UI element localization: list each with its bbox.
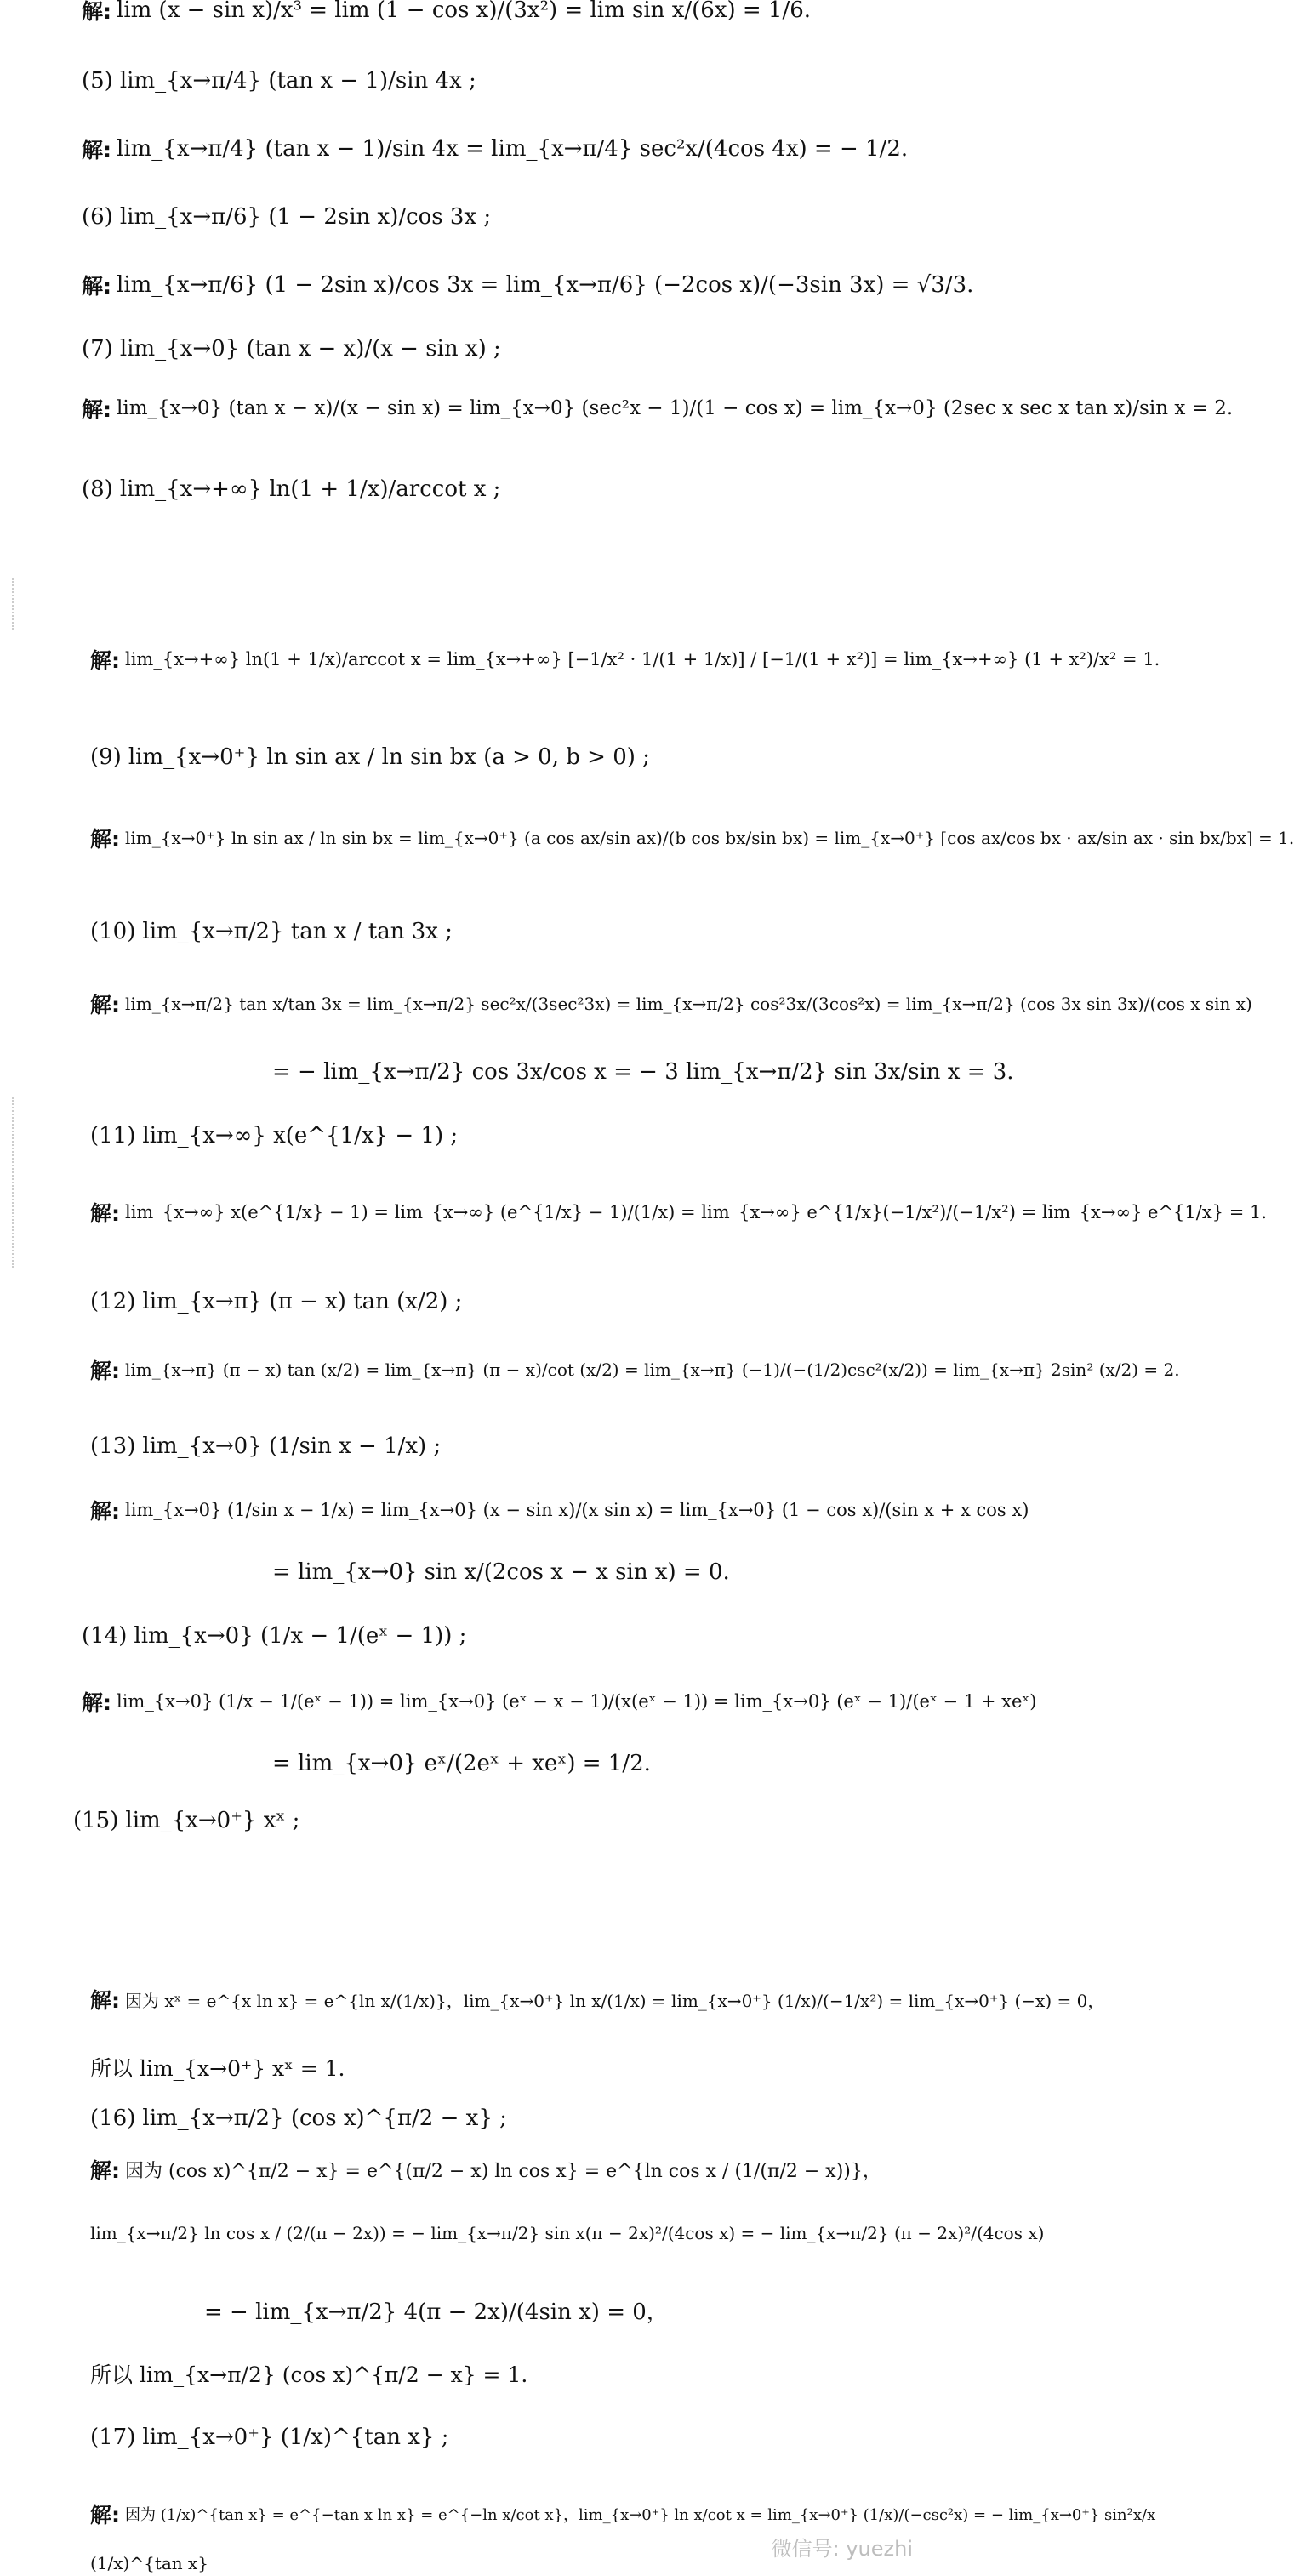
conclusion-text: 所以 lim_{x→π/2} (cos x)^{π/2 − x} = 1.: [90, 2362, 528, 2387]
problem-9-solution: [0, 791, 1294, 885]
problem-15-conclusion: [0, 2046, 1008, 2089]
problem-14: [0, 1608, 1000, 1663]
solution-text: = lim_{x→0} eˣ/(2eˣ + xeˣ) = 1/2.: [272, 1750, 651, 1776]
problem-15-solution: [0, 1957, 1105, 2042]
problem-text: lim_{x→π/6} (1 − 2sin x)/cos 3x ;: [119, 204, 492, 230]
problem-15: [0, 1795, 991, 1846]
problem-17: [0, 2408, 1008, 2467]
problem-5: [0, 51, 1000, 111]
solution-text: lim_{x→0⁺} ln sin ax / ln sin bx = lim_{x→0⁺} (a cos ax/sin ax)/(b cos bx/sin bx) = lim_{x→0⁺} [cos ax/cos bx · ax/sin ax · sin bx/bx] = 1.: [125, 828, 1294, 848]
problem-16: [0, 2093, 1008, 2144]
problem-10: [0, 902, 1008, 961]
solution-label: 解:: [90, 2158, 120, 2183]
solution-label: 解:: [90, 827, 120, 852]
problem-13: [0, 1421, 1008, 1472]
problem-number: (7): [82, 336, 113, 362]
problem-text: lim_{x→π/4} (tan x − 1)/sin 4x ;: [119, 68, 476, 94]
solution-label: 解:: [82, 397, 111, 422]
problem-text: lim_{x→∞} x(e^{1/x} − 1) ;: [142, 1123, 459, 1148]
problem-6-solution: [0, 255, 1000, 315]
problem-number: (16): [90, 2106, 136, 2131]
solution-label: 解:: [82, 138, 111, 162]
solution-text: lim_{x→0} (tan x − x)/(x − sin x) = lim_{x→0} (sec²x − 1)/(1 − cos x) = lim_{x→0} (2sec x sec x tan x)/sin x = 2.: [117, 397, 1234, 419]
solution-text: lim_{x→∞} x(e^{1/x} − 1) = lim_{x→∞} (e^{1/x} − 1)/(1/x) = lim_{x→∞} e^{1/x}(−1/x²)/(−1/x²) = lim_{x→∞} e^{1/x} = 1.: [125, 1202, 1268, 1222]
solution-label: 解:: [90, 993, 120, 1017]
problem-5-solution: [0, 119, 1000, 179]
solution-text: lim_{x→0} (1/sin x − 1/x) = lim_{x→0} (x − sin x)/(x sin x) = lim_{x→0} (1 − cos x)/(sin x + x cos x): [125, 1500, 1029, 1520]
problem-text: lim_{x→0⁺} xˣ ;: [125, 1808, 300, 1833]
problem-number: (8): [82, 476, 113, 502]
problem-text: lim_{x→π/2} tan x / tan 3x ;: [142, 919, 453, 944]
problem-number: (9): [90, 744, 122, 770]
problem-text: lim_{x→+∞} ln(1 + 1/x)/arccot x ;: [119, 476, 501, 502]
problem-number: (11): [90, 1123, 136, 1148]
solution-text: 因为 (1/x)^{tan x} = e^{−tan x ln x} = e^{−ln x/cot x}，lim_{x→0⁺} ln x/cot x = lim_{x→0⁺} (1/x)/(−csc²x) = − lim_{x→0⁺} sin²x/x: [125, 2506, 1156, 2524]
solution-label: 解:: [82, 1690, 111, 1715]
problem-14-solution-cont: [0, 1735, 1190, 1791]
solution-label: 解:: [82, 0, 111, 24]
problem-16-solution-cont: [0, 2195, 1045, 2271]
problem-16-conclusion: [0, 2348, 1008, 2399]
problem-text: lim_{x→0} (1/x − 1/(eˣ − 1)) ;: [134, 1622, 467, 1649]
problem-number: (5): [82, 68, 113, 94]
problem-8-solution: [0, 613, 1160, 706]
problem-text: lim_{x→0⁺} ln sin ax / ln sin bx (a > 0, b > 0) ;: [128, 744, 650, 770]
solution-text: 因为 xˣ = e^{x ln x} = e^{ln x/(1/x)}，lim_{x→0⁺} ln x/(1/x) = lim_{x→0⁺} (1/x)/(−1/x²) = lim_{x→0⁺} (−x) = 0，: [125, 1990, 1105, 2011]
problem-number: (10): [90, 919, 136, 944]
solution-label: 解:: [90, 1201, 120, 1226]
problem-4-solution: [0, 0, 1000, 27]
solution-label: 解:: [90, 2503, 120, 2528]
solution-text: = − lim_{x→π/2} 4(π − 2x)/(4sin x) = 0，: [204, 2299, 669, 2325]
problem-13-solution-cont: [0, 1544, 1190, 1599]
problem-text: lim_{x→0⁺} (1/x)^{tan x} ;: [142, 2425, 449, 2450]
solution-text: lim (x − sin x)/x³ = lim (1 − cos x)/(3x²) = lim sin x/(6x) = 1/6.: [117, 0, 812, 23]
problem-9: [0, 732, 1008, 783]
problem-11: [0, 1114, 1008, 1157]
solution-label: 解:: [90, 648, 120, 673]
problem-text: lim_{x→π} (π − x) tan (x/2) ;: [142, 1289, 463, 1314]
solution-label: 解:: [90, 1359, 120, 1383]
problem-number: (12): [90, 1289, 136, 1314]
wechat-watermark: 微信号: yuezhi: [771, 2537, 913, 2561]
problem-8: [0, 451, 1000, 527]
solution-text: = − lim_{x→π/2} cos 3x/cos x = − 3 lim_{x→π/2} sin 3x/sin x = 3.: [272, 1059, 1014, 1085]
conclusion-text: 所以 lim_{x→0⁺} xˣ = 1.: [90, 2056, 345, 2081]
problem-16-solution-cont2: [0, 2276, 1122, 2344]
problem-14-solution: [0, 1672, 1037, 1731]
solution-label: 解:: [90, 1988, 120, 2013]
solution-text: lim_{x→π/4} (tan x − 1)/sin 4x = lim_{x→π/4} sec²x/(4cos 4x) = − 1/2.: [117, 136, 909, 162]
problem-text: lim_{x→0} (1/sin x − 1/x) ;: [142, 1433, 442, 1459]
solution-text: (1/x)^{tan x}: [90, 2553, 209, 2573]
problem-text: lim_{x→π/2} (cos x)^{π/2 − x} ;: [142, 2106, 507, 2131]
problem-10-solution: [0, 974, 1252, 1034]
solution-text: lim_{x→π/2} ln cos x / (2/(π − 2x)) = − lim_{x→π/2} sin x(π − 2x)²/(4cos x) = − lim_{x→π/2} (π − 2x)²/(4cos x): [90, 2223, 1045, 2243]
problem-10-solution-cont: [0, 1042, 1190, 1102]
problem-13-solution: [0, 1480, 1029, 1540]
problem-12: [0, 1276, 1008, 1327]
problem-number: (14): [82, 1622, 128, 1649]
problem-number: (17): [90, 2425, 136, 2450]
problem-7-solution: [0, 383, 1234, 434]
solution-text: 因为 (cos x)^{π/2 − x} = e^{(π/2 − x) ln cos x} = e^{ln cos x / (1/(π/2 − x))}，: [125, 2160, 881, 2182]
solution-text: lim_{x→π/6} (1 − 2sin x)/cos 3x = lim_{x→π/6} (−2cos x)/(−3sin 3x) = √3/3.: [117, 272, 974, 298]
solution-text: lim_{x→+∞} ln(1 + 1/x)/arccot x = lim_{x→+∞} [−1/x² · 1/(1 + 1/x)] / [−1/(1 + x²)] = lim_{x→+∞} (1 + x²)/x² = 1.: [125, 649, 1160, 670]
solution-text: lim_{x→π/2} tan x/tan 3x = lim_{x→π/2} sec²x/(3sec²3x) = lim_{x→π/2} cos²3x/(3cos²x) = lim_{x→π/2} (cos 3x sin 3x)/(cos x sin x): [125, 994, 1252, 1014]
problem-number: (6): [82, 204, 113, 230]
problem-16-solution: [0, 2148, 1008, 2191]
solution-text: lim_{x→0} (1/x − 1/(eˣ − 1)) = lim_{x→0} (eˣ − x − 1)/(x(eˣ − 1)) = lim_{x→0} (eˣ − 1)/(eˣ − 1 + xeˣ): [117, 1691, 1037, 1712]
solution-text: lim_{x→π} (π − x) tan (x/2) = lim_{x→π} (π − x)/cot (x/2) = lim_{x→π} (−1)/(−(1/2)csc²(x/2)) = lim_{x→π} 2sin² (x/2) = 2.: [125, 1359, 1180, 1380]
problem-6: [0, 187, 1000, 247]
solution-label: 解:: [82, 274, 111, 299]
problem-number: (13): [90, 1433, 136, 1459]
problem-number: (15): [73, 1808, 119, 1833]
solution-text: = lim_{x→0} sin x/(2cos x − x sin x) = 0.: [272, 1559, 730, 1585]
problem-12-solution: [0, 1336, 1180, 1404]
solution-label: 解:: [90, 1499, 120, 1524]
problem-text: lim_{x→0} (tan x − x)/(x − sin x) ;: [119, 336, 501, 362]
problem-7: [0, 323, 1000, 374]
problem-11-solution: [0, 1165, 1268, 1259]
